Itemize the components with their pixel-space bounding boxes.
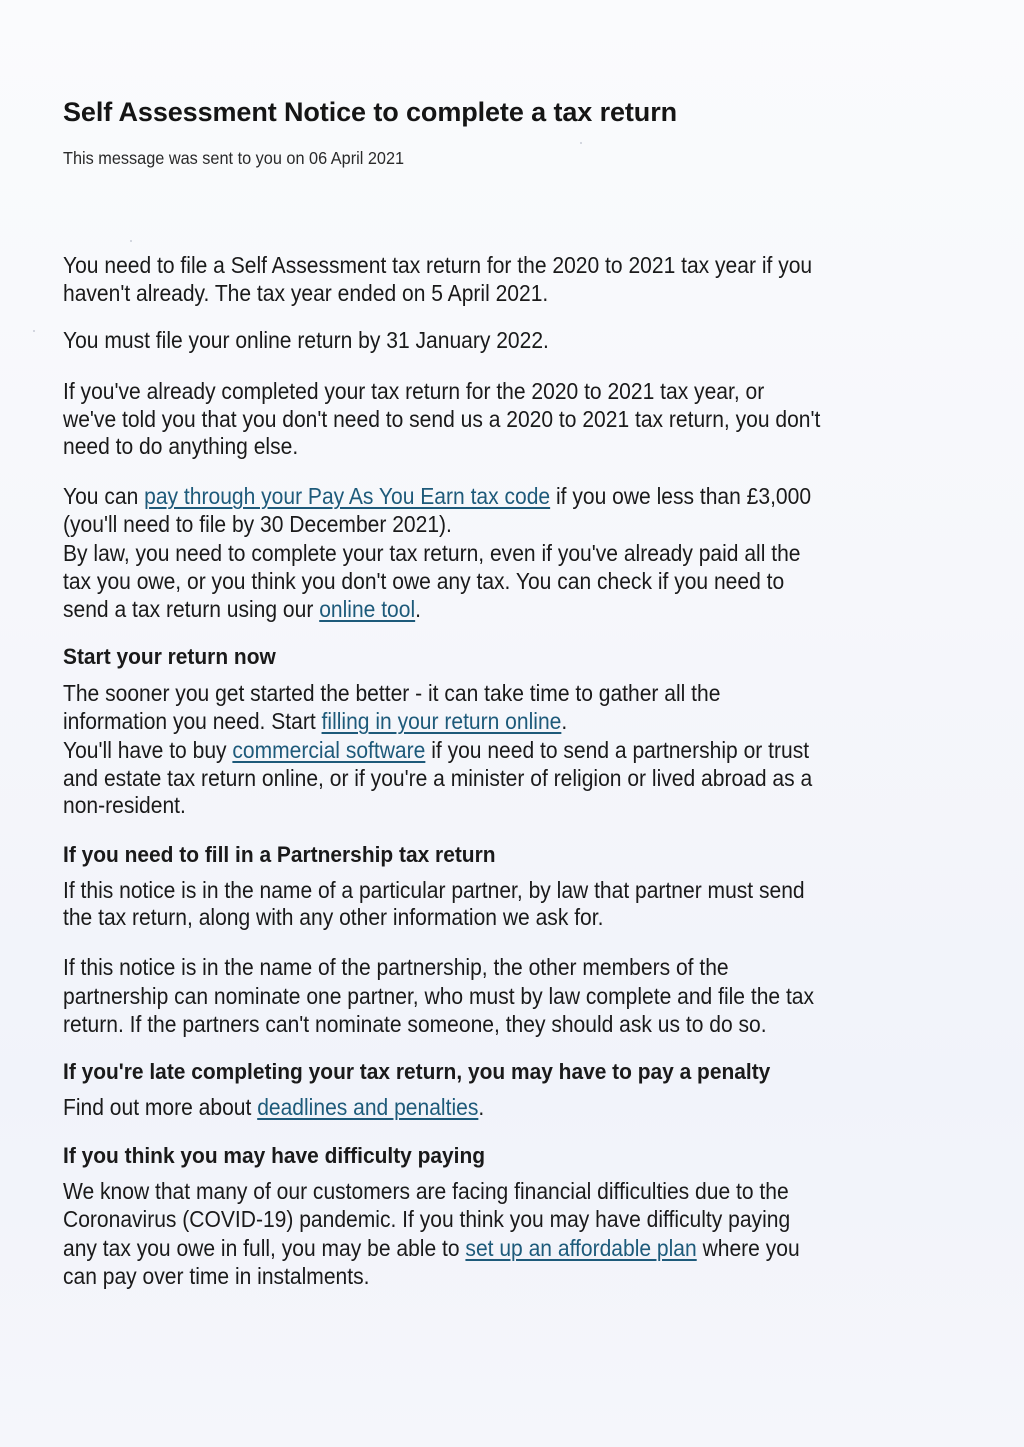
partnership-p1-line-2: the tax return, along with any other information we ask for. — [63, 904, 604, 930]
start-section-heading: Start your return now — [63, 644, 276, 669]
intro-line-1: You need to file a Self Assessment tax return for the 2020 to 2021 tax year if you — [63, 252, 813, 278]
paye-tax-code-link[interactable]: pay through your Pay As You Earn tax code — [144, 483, 551, 509]
deadlines-penalties-link[interactable]: deadlines and penalties — [257, 1094, 479, 1120]
intro-line-2: haven't already. The tax year ended on 5 April 2021. — [63, 280, 549, 306]
late-line-1-pre: Find out more about — [63, 1094, 258, 1120]
paye-line-1 — [63, 482, 811, 510]
difficulty-section-heading: If you think you may have difficulty paying — [63, 1143, 486, 1168]
already-completed-line-1: If you've already completed your tax return for the 2020 to 2021 tax year, or — [63, 378, 765, 404]
difficulty-line-2: Coronavirus (COVID-19) pandemic. If you think you may have difficulty paying — [63, 1206, 791, 1232]
paye-line-1-pre: You can — [63, 483, 145, 509]
partnership-p1-line-1: If this notice is in the name of a particular partner, by law that partner must send — [63, 877, 805, 903]
paye-line-2: (you'll need to file by 30 December 2021). — [63, 511, 452, 537]
sent-date-notice: This message was sent to you on 06 April 2021 — [63, 148, 405, 168]
commercial-software-link[interactable]: commercial software — [232, 737, 426, 763]
start-line-5: non-resident. — [63, 792, 186, 818]
difficulty-line-3-post: where you — [696, 1235, 800, 1261]
start-line-2-post: . — [561, 708, 568, 734]
scan-speck — [130, 240, 132, 242]
partnership-p2-line-2: partnership can nominate one partner, who must by law complete and file the tax — [63, 983, 815, 1009]
late-line-1 — [63, 1093, 484, 1121]
fill-in-return-online-link[interactable]: filling in your return online — [321, 708, 562, 734]
paye-line-3: By law, you need to complete your tax return, even if you've already paid all the — [63, 540, 801, 566]
difficulty-line-3 — [63, 1234, 800, 1262]
already-completed-line-2: we've told you that you don't need to send us a 2020 to 2021 tax return, you don't — [63, 406, 821, 432]
difficulty-line-4: can pay over time in instalments. — [63, 1263, 370, 1289]
start-line-3-post: if you need to send a partnership or trust — [425, 737, 810, 763]
scan-speck — [580, 142, 582, 144]
deadline-text: You must file your online return by 31 January 2022. — [63, 327, 549, 353]
partnership-section-heading: If you need to fill in a Partnership tax return — [63, 842, 496, 867]
page-title: Self Assessment Notice to complete a tax return — [63, 97, 677, 127]
partnership-p2-line-3: return. If the partners can't nominate someone, they should ask us to do so. — [63, 1011, 767, 1037]
already-completed-line-3: need to do anything else. — [63, 433, 299, 459]
late-section-heading: If you're late completing your tax return, you may have to pay a penalty — [63, 1059, 771, 1084]
affordable-plan-link[interactable]: set up an affordable plan — [465, 1235, 697, 1261]
scan-speck — [33, 330, 35, 332]
difficulty-line-1: We know that many of our customers are facing financial difficulties due to the — [63, 1178, 789, 1204]
start-line-4: and estate tax return online, or if you're a minister of religion or lived abroad as a — [63, 765, 813, 791]
start-line-3 — [63, 736, 809, 764]
start-line-2-pre: information you need. Start — [63, 708, 322, 734]
online-tool-link[interactable]: online tool — [319, 596, 416, 622]
paye-line-5 — [63, 595, 421, 623]
late-line-1-post: . — [478, 1094, 485, 1120]
paye-line-4: tax you owe, or you think you don't owe any tax. You can check if you need to — [63, 568, 785, 594]
paye-line-5-post: . — [415, 596, 421, 622]
start-line-1: The sooner you get started the better - it can take time to gather all the — [63, 680, 721, 706]
partnership-p2-line-1: If this notice is in the name of the partnership, the other members of the — [63, 954, 729, 980]
start-line-3-pre: You'll have to buy — [63, 737, 233, 763]
paye-line-5-pre: send a tax return using our — [63, 596, 320, 622]
start-line-2 — [63, 707, 567, 735]
difficulty-line-3-pre: any tax you owe in full, you may be able to — [63, 1235, 466, 1261]
paye-line-1-post: if you owe less than £3,000 — [550, 483, 812, 509]
